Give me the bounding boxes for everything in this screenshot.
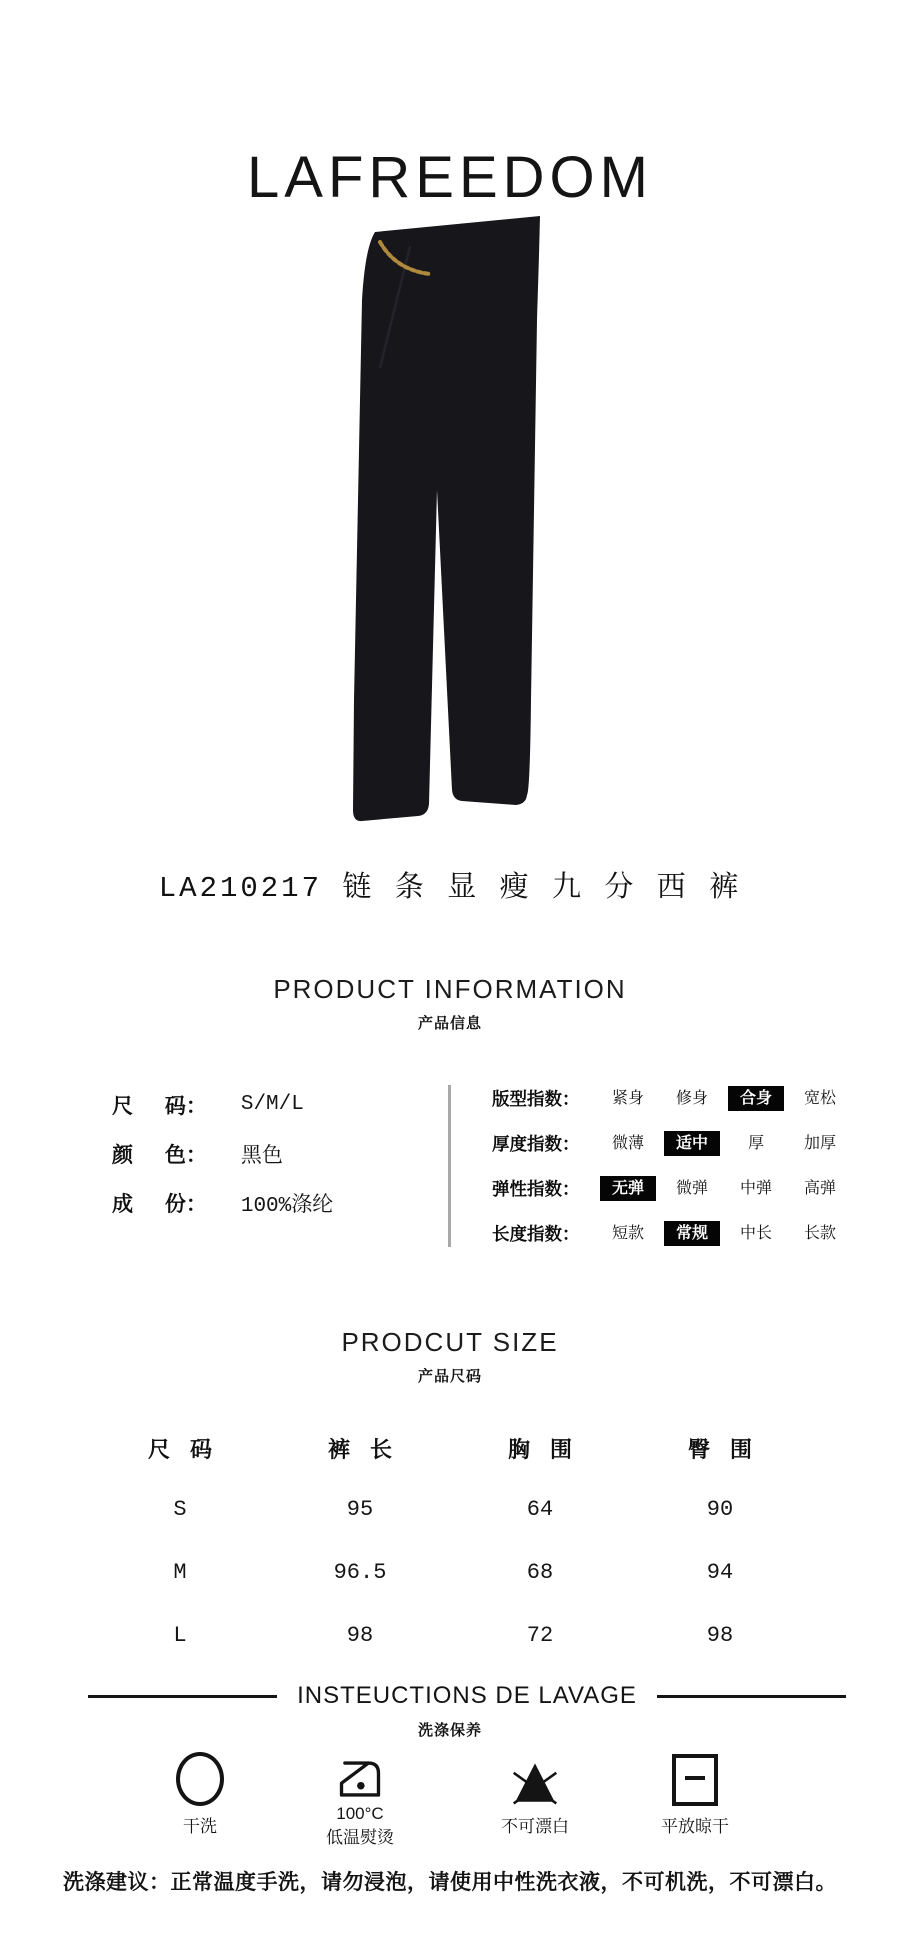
wash-heading-zh: 洗涤保养 bbox=[417, 1722, 482, 1739]
product-title: LA210217 链 条 显 瘦 九 分 西 裤 bbox=[158, 872, 742, 905]
index-option: 紧身 bbox=[611, 1089, 644, 1107]
fit-indices bbox=[492, 1076, 852, 1256]
dry-flat-icon bbox=[672, 1756, 718, 1806]
column-header: 臀 围 bbox=[687, 1436, 753, 1462]
info-section-heading bbox=[0, 974, 900, 1033]
column-header: 尺 码 bbox=[147, 1436, 213, 1462]
index-option: 中弹 bbox=[739, 1179, 772, 1197]
size-heading-en: PRODCUT SIZE bbox=[341, 1327, 559, 1357]
table-cell: S bbox=[173, 1497, 187, 1522]
index-option: 加厚 bbox=[803, 1134, 836, 1152]
vertical-divider bbox=[448, 1085, 451, 1247]
index-options bbox=[600, 1221, 848, 1247]
size-table-header-row bbox=[90, 1418, 810, 1478]
wash-icon-label: 低温熨烫 bbox=[326, 1828, 394, 1848]
index-option: 短款 bbox=[611, 1224, 644, 1242]
wash-heading-en: INSTEUCTIONS DE LAVAGE bbox=[297, 1682, 637, 1709]
wash-section-heading bbox=[88, 1682, 846, 1710]
size-section-heading bbox=[0, 1327, 900, 1386]
index-option: 长款 bbox=[803, 1224, 836, 1242]
table-cell: L bbox=[173, 1623, 187, 1648]
column-header: 裤 长 bbox=[327, 1436, 393, 1462]
index-option-selected: 无弹 bbox=[600, 1176, 656, 1202]
wash-item-no-bleach bbox=[465, 1756, 605, 1837]
index-options bbox=[600, 1086, 848, 1112]
index-row-length bbox=[492, 1211, 852, 1256]
column-header: 胸 围 bbox=[507, 1436, 573, 1462]
iron-low-temp-icon bbox=[333, 1756, 387, 1800]
table-row bbox=[90, 1541, 810, 1604]
index-label: 厚度指数： bbox=[492, 1134, 580, 1154]
attribute-value: 黑色 bbox=[240, 1145, 283, 1169]
attribute-row-material bbox=[112, 1178, 442, 1227]
index-option: 中长 bbox=[739, 1224, 772, 1242]
index-option: 高弹 bbox=[803, 1179, 836, 1197]
attribute-row-color bbox=[112, 1129, 442, 1178]
index-label: 弹性指数： bbox=[492, 1179, 580, 1199]
index-option-selected: 常规 bbox=[664, 1221, 720, 1247]
index-option: 厚 bbox=[747, 1134, 764, 1152]
attribute-label: 成 份： bbox=[112, 1192, 207, 1216]
info-heading-en: PRODUCT INFORMATION bbox=[273, 974, 627, 1004]
table-cell: 94 bbox=[706, 1560, 734, 1585]
table-row bbox=[90, 1478, 810, 1541]
wash-icons-row bbox=[90, 1756, 810, 1866]
index-row-thickness bbox=[492, 1121, 852, 1166]
info-heading-zh: 产品信息 bbox=[417, 1015, 482, 1032]
index-options bbox=[600, 1176, 848, 1202]
table-cell: 95 bbox=[346, 1497, 374, 1522]
table-cell: 98 bbox=[706, 1623, 734, 1648]
index-option: 宽松 bbox=[803, 1089, 836, 1107]
table-cell: 98 bbox=[346, 1623, 374, 1648]
washing-advice-text: 洗涤建议：正常温度手洗，请勿浸泡，请使用中性洗衣液，不可机洗，不可漂白。 bbox=[63, 1871, 837, 1894]
index-row-elasticity bbox=[492, 1166, 852, 1211]
pants-silhouette bbox=[353, 216, 540, 821]
size-heading-zh: 产品尺码 bbox=[417, 1368, 482, 1385]
attribute-row-size bbox=[112, 1080, 442, 1129]
wash-icon-label: 干洗 bbox=[183, 1817, 217, 1836]
index-label: 版型指数： bbox=[492, 1089, 580, 1109]
heading-rule-left bbox=[88, 1695, 277, 1698]
table-row bbox=[90, 1604, 810, 1667]
attribute-label: 尺 码： bbox=[112, 1094, 207, 1118]
index-option: 修身 bbox=[675, 1089, 708, 1107]
index-options bbox=[600, 1131, 848, 1157]
product-attributes bbox=[112, 1080, 442, 1227]
table-cell: 90 bbox=[706, 1497, 734, 1522]
pants-image bbox=[330, 208, 570, 828]
dry-clean-circle-icon bbox=[176, 1756, 224, 1806]
index-label: 长度指数： bbox=[492, 1224, 580, 1244]
wash-icon-temp: 100°C bbox=[336, 1804, 384, 1823]
attribute-value: S/M/L bbox=[240, 1093, 304, 1116]
index-option-selected: 合身 bbox=[728, 1086, 784, 1112]
heading-rule-right bbox=[657, 1695, 846, 1698]
wash-icon-label: 平放晾干 bbox=[661, 1817, 729, 1836]
wash-item-dry-flat bbox=[625, 1756, 765, 1837]
wash-item-dry-clean bbox=[130, 1756, 270, 1837]
table-cell: 64 bbox=[526, 1497, 554, 1522]
wash-item-iron bbox=[290, 1756, 430, 1849]
wash-icon-label: 不可漂白 bbox=[501, 1817, 569, 1836]
table-cell: 96.5 bbox=[333, 1560, 387, 1585]
index-option: 微弹 bbox=[675, 1179, 708, 1197]
product-photo bbox=[330, 208, 570, 828]
table-cell: M bbox=[173, 1560, 187, 1585]
brand-logo: LAFREEDOM bbox=[247, 145, 653, 210]
attribute-label: 颜 色： bbox=[112, 1143, 207, 1167]
index-option-selected: 适中 bbox=[664, 1131, 720, 1157]
do-not-bleach-icon bbox=[506, 1756, 564, 1806]
index-row-fit bbox=[492, 1076, 852, 1121]
attribute-value: 100%涤纶 bbox=[240, 1194, 334, 1218]
index-option: 微薄 bbox=[611, 1134, 644, 1152]
size-table bbox=[90, 1418, 810, 1667]
table-cell: 68 bbox=[526, 1560, 554, 1585]
table-cell: 72 bbox=[526, 1623, 554, 1648]
